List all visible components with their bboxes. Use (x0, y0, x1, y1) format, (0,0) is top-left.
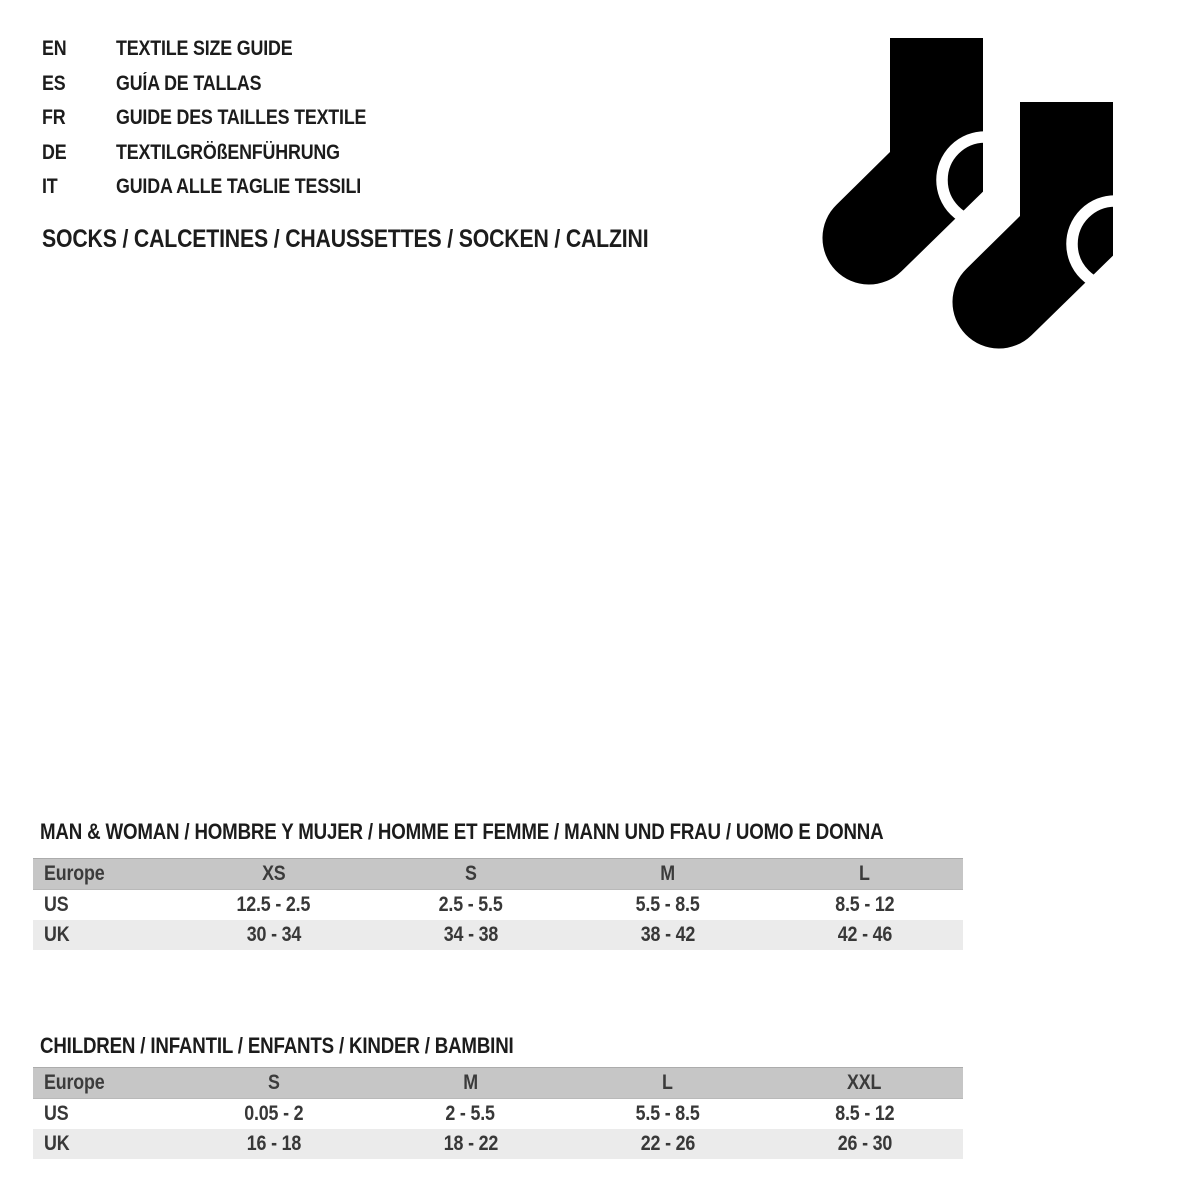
size-value: 2 - 5.5 (445, 1102, 496, 1125)
language-row-de (42, 136, 410, 171)
size-value: 42 - 46 (837, 923, 892, 946)
size-value: 16 - 18 (246, 1132, 301, 1155)
size-value: 34 - 38 (443, 923, 498, 946)
children-table-title: CHILDREN / INFANTIL / ENFANTS / KINDER / BAMBINI (40, 1033, 514, 1058)
size-value: 5.5 - 8.5 (635, 893, 700, 916)
column-header-size: L (662, 1071, 673, 1094)
size-header-row (33, 1068, 963, 1099)
column-header-size: S (464, 862, 477, 885)
man-woman-table-title: MAN & WOMAN / HOMBRE Y MUJER / HOMME ET FEMME / MANN UND FRAU / UOMO E DONNA (40, 819, 884, 844)
row-label: US (44, 893, 69, 916)
language-code: EN (42, 37, 67, 60)
language-label: GUIDE DES TAILLES TEXTILE (116, 106, 367, 129)
language-label: TEXTILGRÖßENFÜHRUNG (116, 140, 340, 164)
size-value: 2.5 - 5.5 (438, 893, 503, 916)
column-header-size: XXL (847, 1071, 882, 1094)
size-header-row (33, 859, 963, 890)
language-label: GUÍA DE TALLAS (116, 71, 262, 95)
size-value: 8.5 - 12 (834, 1102, 895, 1125)
size-value: 12.5 - 2.5 (236, 893, 311, 916)
size-value: 18 - 22 (443, 1132, 498, 1155)
language-row-it (42, 170, 410, 205)
language-legend (42, 32, 410, 205)
table-row-uk (33, 920, 963, 950)
column-header-size: S (267, 1071, 280, 1094)
language-code: ES (42, 71, 66, 95)
language-row-fr (42, 101, 410, 136)
language-code: DE (42, 140, 67, 164)
column-header-size: XS (261, 862, 286, 885)
row-label: UK (44, 1132, 70, 1155)
table-row-uk (33, 1129, 963, 1159)
category-line: SOCKS / CALCETINES / CHAUSSETTES / SOCKEN / CALZINI (42, 225, 649, 253)
column-header-size: M (463, 1071, 478, 1094)
column-header-region: Europe (44, 862, 105, 885)
language-code: FR (42, 106, 66, 129)
size-value: 26 - 30 (837, 1132, 892, 1155)
children-size-table (33, 1067, 963, 1159)
language-row-en (42, 32, 410, 67)
size-value: 0.05 - 2 (243, 1102, 304, 1125)
column-header-region: Europe (44, 1071, 105, 1094)
language-row-es (42, 67, 410, 102)
row-label: UK (44, 923, 70, 946)
size-value: 5.5 - 8.5 (635, 1102, 700, 1125)
size-value: 38 - 42 (640, 923, 695, 946)
row-label: US (44, 1102, 69, 1125)
language-label: GUIDA ALLE TAGLIE TESSILI (116, 175, 361, 198)
table-row-us (33, 1099, 963, 1130)
size-value: 22 - 26 (640, 1132, 695, 1155)
size-value: 30 - 34 (246, 923, 301, 946)
table-row-us (33, 890, 963, 921)
size-value: 8.5 - 12 (834, 893, 895, 916)
language-code: IT (42, 175, 58, 198)
socks-icon (805, 20, 1135, 360)
column-header-size: L (859, 862, 870, 885)
language-label: TEXTILE SIZE GUIDE (116, 37, 293, 60)
man-woman-size-table (33, 858, 963, 950)
column-header-size: M (660, 862, 675, 885)
